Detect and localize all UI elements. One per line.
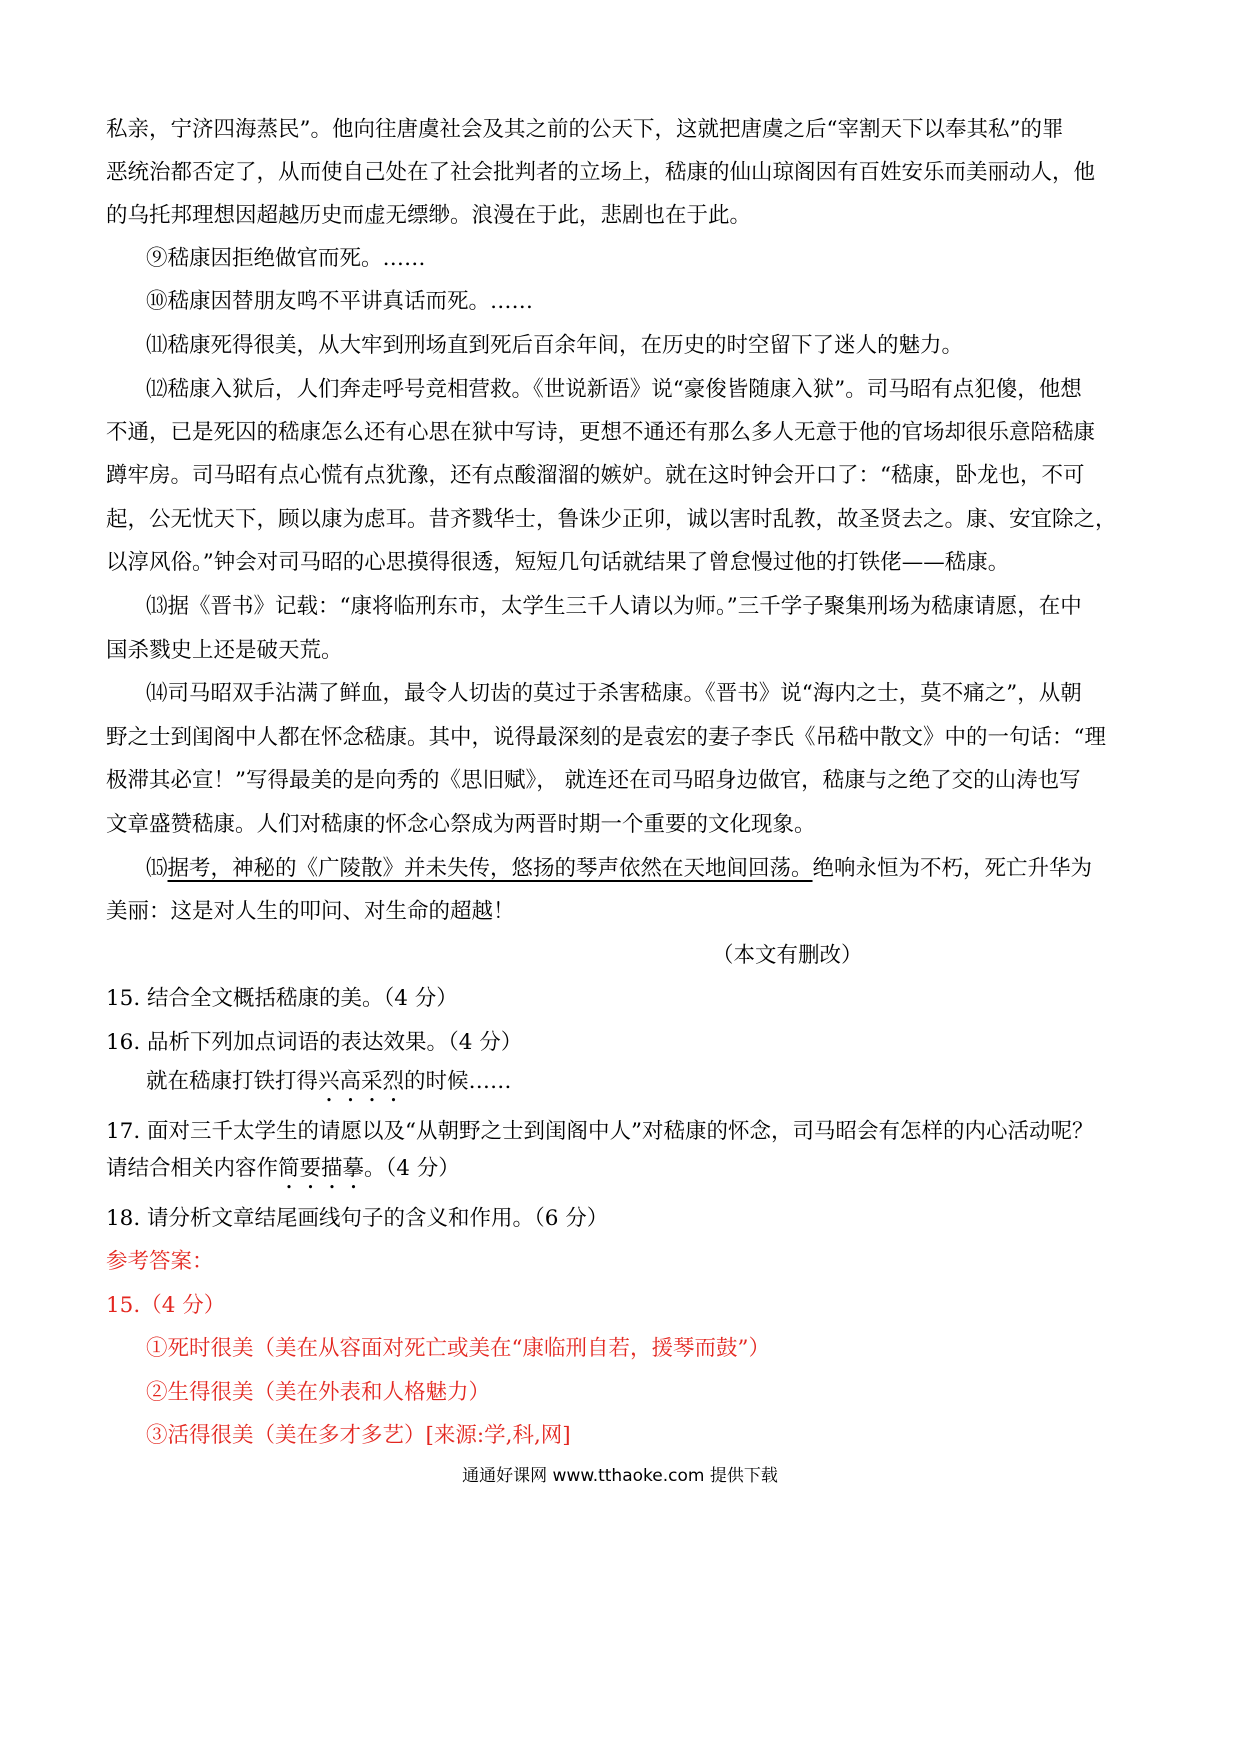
paragraph-line: 私亲，宁济四海蒸民”。他向往唐虞社会及其之前的公天下，这就把唐虞之后“宰割天下以奉其私”的罪 [106, 117, 1064, 142]
quote-text: 的时候…… [404, 1069, 512, 1094]
paragraph-15 [0, 855, 1240, 883]
page-footer: 通通好课网 www.tthaoke.com 提供下载 [462, 1466, 778, 1486]
question-text: 。（4 分） [364, 1156, 460, 1181]
paragraph-line: 蹲牢房。司马昭有点心慌有点犹豫，还有点酸溜溜的嫉妒。就在这时钟会开口了：“嵇康，卧龙也，不可 [106, 463, 1085, 488]
paragraph-14: ⒁司马昭双手沾满了鲜血，最令人切齿的莫过于杀害嵇康。《晋书》说“海内之士，莫不痛之”，从朝 [146, 681, 1082, 706]
paragraph-11: ⑾嵇康死得很美，从大牢到刑场直到死后百余年间，在历史的时空留下了迷人的魅力。 [146, 333, 964, 358]
dotted-words: 简要描摹 [278, 1156, 365, 1181]
paragraph-13: ⒀据《晋书》记载：“康将临刑东市，太学生三千人请以为师。”三千学子聚集刑场为嵇康请愿，在中 [146, 594, 1082, 619]
question-16-quote [0, 1068, 1240, 1107]
paragraph-line: 的乌托邦理想因超越历史而虚无缥缈。浪漫在于此，悲剧也在于此。 [106, 203, 752, 228]
paragraph-9: ⑨嵇康因拒绝做官而死。…… [146, 246, 426, 271]
sentence-rest: 绝响永恒为不朽，死亡升华为 [812, 856, 1093, 881]
paragraph-line: 美丽：这是对人生的叩问、对生命的超越！ [106, 899, 515, 924]
paragraph-line: 不通，已是死囚的嵇康怎么还有心思在狱中写诗，更想不通还有那么多人无意于他的官场却很乐意陪嵇康 [106, 420, 1096, 445]
paragraph-12: ⑿嵇康入狱后，人们奔走呼号竞相营救。《世说新语》说“豪俊皆随康入狱”。司马昭有点犯傻，他想 [146, 377, 1082, 402]
paragraph-line: 起，公无忧天下，顾以康为虑耳。昔齐戮华士，鲁诛少正卯，诚以害时乱教，故圣贤去之。康、安宜除之， [106, 507, 1117, 532]
paragraph-line: 以淳风俗。”钟会对司马昭的心思摸得很透，短短几句话就结果了曾怠慢过他的打铁佬——嵇康。 [106, 550, 1010, 575]
question-16: 16. 品析下列加点词语的表达效果。（4 分） [106, 1030, 523, 1055]
underlined-sentence: 据考，神秘的《广陵散》并未失传，悠扬的琴声依然在天地间回荡。 [167, 856, 813, 881]
paragraph-line: 恶统治都否定了，从而使自己处在了社会批判者的立场上，嵇康的仙山琼阁因有百姓安乐而美丽动人，他 [106, 160, 1096, 185]
question-15: 15. 结合全文概括嵇康的美。（4 分） [106, 986, 458, 1011]
paragraph-line: 极滞其必宣！”写得最美的是向秀的《思旧赋》， 就连还在司马昭身边做官，嵇康与之绝了交的山涛也写 [106, 768, 1081, 793]
answer-15-item: ②生得很美（美在外表和人格魅力） [146, 1380, 491, 1405]
question-17: 17. 面对三千太学生的请愿以及“从朝野之士到闺阁中人”对嵇康的怀念，司马昭会有怎样的内心活动呢？ [106, 1119, 1094, 1144]
answer-15-item: ①死时很美（美在从容面对死亡或美在“康临刑自若，援琴而鼓”） [146, 1336, 770, 1361]
question-text: 请结合相关内容作 [106, 1156, 279, 1181]
answers-heading: 参考答案： [106, 1249, 214, 1274]
answer-15-item: ③活得很美（美在多才多艺）[来源:学,科,网] [146, 1423, 571, 1448]
paragraph-10: ⑩嵇康因替朋友鸣不平讲真话而死。…… [146, 289, 534, 314]
answer-15: 15.（4 分） [106, 1293, 226, 1318]
paragraph-line: 国杀戮史上还是破天荒。 [106, 638, 343, 663]
question-17-line2 [0, 1155, 1240, 1194]
dotted-words: 兴高采烈 [318, 1069, 405, 1094]
paragraph-line: 野之士到闺阁中人都在怀念嵇康。其中，说得最深刻的是袁宏的妻子李氏《吊嵇中散文》中的一句话：“理 [106, 725, 1106, 750]
paragraph-line: 文章盛赞嵇康。人们对嵇康的怀念心祭成为两晋时期一个重要的文化现象。 [106, 812, 816, 837]
question-18: 18. 请分析文章结尾画线句子的含义和作用。（6 分） [106, 1206, 609, 1231]
source-note: （本文有删改） [712, 943, 863, 968]
paragraph-number: ⒂ [146, 856, 168, 881]
quote-text: 就在嵇康打铁打得 [146, 1069, 319, 1094]
